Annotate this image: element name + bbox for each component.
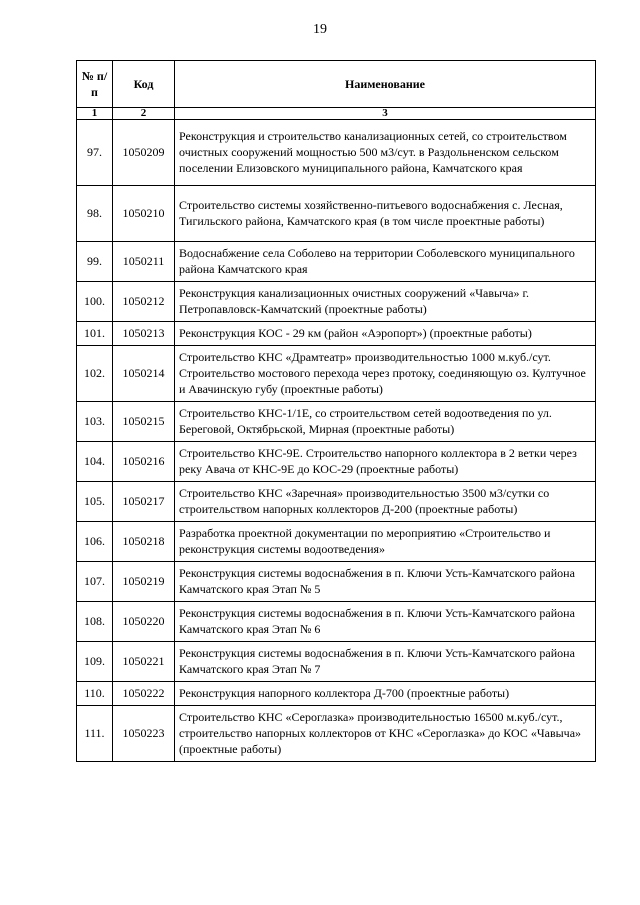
row-code: 1050217 xyxy=(113,482,175,522)
table-row xyxy=(77,346,596,402)
table-row xyxy=(77,120,596,186)
table-row xyxy=(77,402,596,442)
table-row xyxy=(77,482,596,522)
row-code: 1050213 xyxy=(113,322,175,346)
row-code: 1050216 xyxy=(113,442,175,482)
row-name: Строительство КНС «Драмтеатр» производительностью 1000 м.куб./сут. Строительство мостового перехода через протоку, соединяющую оз. Култучное и Авачинскую губу (проектные работы) xyxy=(175,346,596,402)
row-code: 1050210 xyxy=(113,186,175,242)
table-row xyxy=(77,642,596,682)
row-number: 99. xyxy=(77,242,113,282)
row-name: Реконструкция канализационных очистных сооружений «Чавыча» г. Петропавловск-Камчатский (проектные работы) xyxy=(175,282,596,322)
row-code: 1050222 xyxy=(113,682,175,706)
row-name: Разработка проектной документации по мероприятию «Строительство и реконструкция системы водоотведения» xyxy=(175,522,596,562)
row-code: 1050219 xyxy=(113,562,175,602)
table-row xyxy=(77,322,596,346)
row-name: Строительство КНС «Заречная» производительностью 3500 м3/сутки со строительством напорных коллекторов Д-200 (проектные работы) xyxy=(175,482,596,522)
table-row xyxy=(77,562,596,602)
row-number: 103. xyxy=(77,402,113,442)
row-name: Строительство КНС «Сероглазка» производительностью 16500 м.куб./сут., строительство напорных коллекторов от КНС «Сероглазка» до КОС «Чавыча» (проектные работы) xyxy=(175,706,596,762)
row-name: Реконструкция КОС - 29 км (район «Аэропорт») (проектные работы) xyxy=(175,322,596,346)
row-number: 108. xyxy=(77,602,113,642)
column-index: 2 xyxy=(113,108,175,120)
column-index: 1 xyxy=(77,108,113,120)
row-number: 104. xyxy=(77,442,113,482)
row-number: 110. xyxy=(77,682,113,706)
table-row xyxy=(77,522,596,562)
row-number: 106. xyxy=(77,522,113,562)
row-number: 100. xyxy=(77,282,113,322)
row-name: Реконструкция системы водоснабжения в п. Ключи Усть-Камчатского района Камчатского края Этап № 6 xyxy=(175,602,596,642)
table-row xyxy=(77,442,596,482)
row-name: Реконструкция и строительство канализационных сетей, со строительством очистных сооружений мощностью 500 м3/сут. в Раздольненском сельском поселении Елизовского муниципального района, Камчатского края xyxy=(175,120,596,186)
row-code: 1050211 xyxy=(113,242,175,282)
column-index: 3 xyxy=(175,108,596,120)
row-name: Водоснабжение села Соболево на территории Соболевского муниципального района Камчатского края xyxy=(175,242,596,282)
table-row xyxy=(77,682,596,706)
row-name: Строительство КНС-9Е. Строительство напорного коллектора в 2 ветки через реку Авача от КНС-9Е до КОС-29 (проектные работы) xyxy=(175,442,596,482)
row-name: Реконструкция напорного коллектора Д-700 (проектные работы) xyxy=(175,682,596,706)
row-number: 101. xyxy=(77,322,113,346)
row-code: 1050221 xyxy=(113,642,175,682)
row-code: 1050218 xyxy=(113,522,175,562)
row-number: 97. xyxy=(77,120,113,186)
table-row xyxy=(77,602,596,642)
row-number: 109. xyxy=(77,642,113,682)
row-number: 107. xyxy=(77,562,113,602)
table-row xyxy=(77,706,596,762)
page-number: 19 xyxy=(313,22,327,37)
row-number: 111. xyxy=(77,706,113,762)
column-index-row xyxy=(77,108,596,120)
row-code: 1050209 xyxy=(113,120,175,186)
objects-table xyxy=(76,60,596,762)
table-header-row xyxy=(77,61,596,108)
row-code: 1050215 xyxy=(113,402,175,442)
row-name: Реконструкция системы водоснабжения в п. Ключи Усть-Камчатского района Камчатского края Этап № 7 xyxy=(175,642,596,682)
header-code: Код xyxy=(113,61,175,108)
table-row xyxy=(77,242,596,282)
header-num: № п/п xyxy=(77,61,113,108)
table-row xyxy=(77,186,596,242)
table-body xyxy=(77,120,596,762)
row-number: 105. xyxy=(77,482,113,522)
header-name: Наименование xyxy=(175,61,596,108)
row-name: Строительство системы хозяйственно-питьевого водоснабжения с. Лесная, Тигильского района, Камчатского края (в том числе проектные работы) xyxy=(175,186,596,242)
row-code: 1050223 xyxy=(113,706,175,762)
row-name: Реконструкция системы водоснабжения в п. Ключи Усть-Камчатского района Камчатского края Этап № 5 xyxy=(175,562,596,602)
table-row xyxy=(77,282,596,322)
row-code: 1050220 xyxy=(113,602,175,642)
row-name: Строительство КНС-1/1Е, со строительством сетей водоотведения по ул. Береговой, Октябрьской, Мирная (проектные работы) xyxy=(175,402,596,442)
row-number: 102. xyxy=(77,346,113,402)
row-code: 1050214 xyxy=(113,346,175,402)
row-code: 1050212 xyxy=(113,282,175,322)
row-number: 98. xyxy=(77,186,113,242)
